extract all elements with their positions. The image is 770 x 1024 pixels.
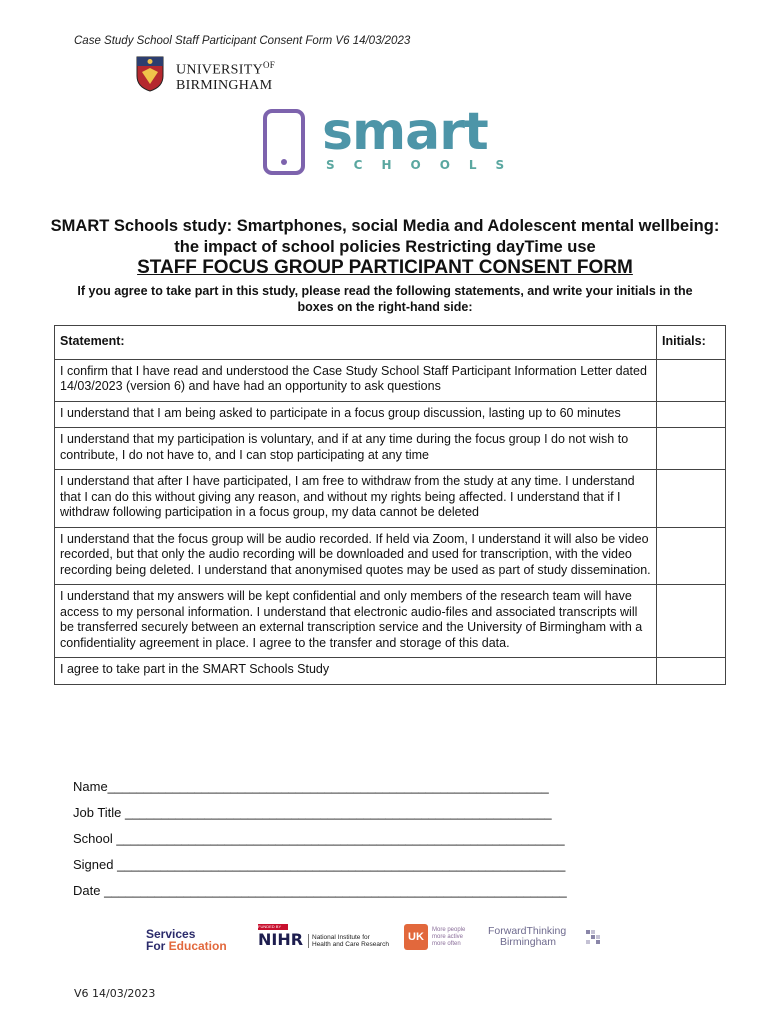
initials-box[interactable] bbox=[657, 401, 726, 428]
school-field[interactable]: School ______________________________________________________________ bbox=[73, 831, 565, 846]
statement-cell: I understand that after I have participated, I am free to withdraw from the study at any time. I understand that I can do this without giving any reason, and without my rights being affected. I understand that if I withdraw following participation in a focus group, my data cannot be deleted bbox=[55, 470, 657, 528]
form-title: STAFF FOCUS GROUP PARTICIPANT CONSENT FORM bbox=[137, 257, 633, 278]
services-for-education-logo: Services For Education bbox=[146, 927, 227, 953]
table-row bbox=[55, 658, 726, 685]
date-field[interactable]: Date ________________________________________________________________ bbox=[73, 883, 567, 898]
university-crest-icon bbox=[136, 56, 164, 92]
instructions: If you agree to take part in this study, please read the following statements, and write your initials in the boxes on the right-hand side: bbox=[77, 284, 693, 314]
schools-wordmark: SCHOOLS bbox=[326, 158, 524, 172]
table-row bbox=[55, 585, 726, 658]
initials-box[interactable] bbox=[657, 359, 726, 401]
job-title-field[interactable]: Job Title ___________________________________________________________ bbox=[73, 805, 552, 820]
table-row bbox=[55, 359, 726, 401]
signed-field[interactable]: Signed ______________________________________________________________ bbox=[73, 857, 566, 872]
statement-cell: I understand that I am being asked to participate in a focus group discussion, lasting up to 60 minutes bbox=[55, 401, 657, 428]
university-logo bbox=[136, 56, 296, 96]
statement-header: Statement: bbox=[55, 326, 657, 360]
initials-box[interactable] bbox=[657, 428, 726, 470]
statement-cell: I confirm that I have read and understood the Case Study School Staff Participant Information Letter dated 14/03/2023 (version 6) and have had an opportunity to ask questions bbox=[55, 359, 657, 401]
statement-cell: I understand that my participation is voluntary, and if at any time during the focus group I do not wish to contribute, I do not have to, and I can stop participating at any time bbox=[55, 428, 657, 470]
forward-thinking-birmingham-logo: ForwardThinking Birmingham bbox=[488, 926, 566, 948]
smartphone-icon bbox=[262, 108, 306, 176]
uk-active-tagline: More people more active more often bbox=[432, 927, 466, 947]
consent-table bbox=[54, 325, 726, 685]
table-header-row bbox=[55, 326, 726, 360]
statement-cell: I understand that my answers will be kept confidential and only members of the research team will have access to my personal information. I understand that electronic audio-files and associated transcripts will be transferred securely between an external transcription service and the University of Birmingham with a confidentiality agreement in place. I agree to the transfer and storage of this data. bbox=[55, 585, 657, 658]
name-field[interactable]: Name_____________________________________________________________ bbox=[73, 779, 549, 794]
initials-box[interactable] bbox=[657, 658, 726, 685]
university-name: $UNIVERSITY^{OF}$ BIRMINGHAM bbox=[176, 60, 276, 93]
initials-box[interactable] bbox=[657, 470, 726, 528]
signature-fields bbox=[73, 777, 567, 907]
footer-version: V6 14/03/2023 bbox=[74, 987, 156, 1000]
uk-active-logo: UK bbox=[404, 924, 428, 950]
table-row bbox=[55, 470, 726, 528]
smart-wordmark: smart bbox=[322, 102, 488, 162]
study-title: SMART Schools study: Smartphones, social Media and Adolescent mental wellbeing: the impact of school policies Restricting dayTime use bbox=[50, 217, 720, 256]
table-row bbox=[55, 401, 726, 428]
table-row bbox=[55, 527, 726, 585]
checkered-mark-icon bbox=[586, 930, 600, 944]
initials-header: Initials: bbox=[657, 326, 726, 360]
sponsor-logos: Services For Education FUNDED BY NIHR National Institute for Health and Care Research UK More people more active more often ForwardThinking Birmingham bbox=[146, 924, 606, 954]
smart-schools-logo bbox=[262, 102, 524, 180]
initials-box[interactable] bbox=[657, 585, 726, 658]
statement-cell: I understand that the focus group will be audio recorded. If held via Zoom, I understand it will also be video recorded, but that only the audio recording will be downloaded and used for transcription, with the video recording being deleted. I understand that anonymised quotes may be used as part of study dissemination. bbox=[55, 527, 657, 585]
statement-cell: I agree to take part in the SMART Schools Study bbox=[55, 658, 657, 685]
initials-box[interactable] bbox=[657, 527, 726, 585]
running-header: Case Study School Staff Participant Consent Form V6 14/03/2023 bbox=[74, 35, 411, 47]
table-row bbox=[55, 428, 726, 470]
